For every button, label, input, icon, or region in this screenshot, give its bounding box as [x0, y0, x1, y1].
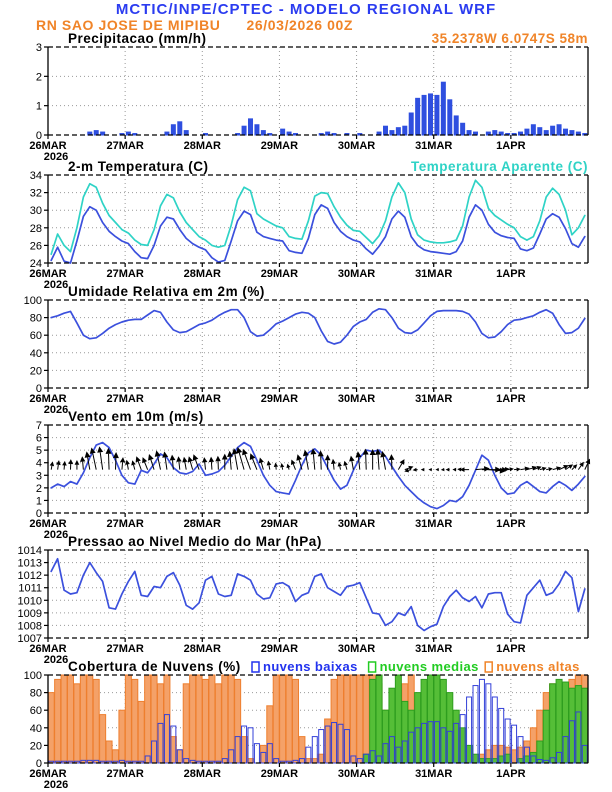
- y-tick-label: 34: [29, 170, 42, 182]
- wind-arrow-head: [188, 456, 193, 462]
- precipitacao-bar: [570, 131, 574, 135]
- wind-arrow-shaft: [185, 462, 186, 470]
- x-tick-label: 29MAR: [260, 268, 299, 280]
- x-tick-label: 30MAR: [337, 768, 376, 780]
- wind-arrow-shaft: [313, 454, 314, 469]
- nuvens-altas-bar: [286, 675, 292, 763]
- wind-arrow-head: [484, 466, 490, 472]
- x-tick-label: 27MAR: [106, 768, 144, 780]
- wind-arrow-shaft: [261, 463, 263, 470]
- nuvens-altas-bar: [280, 675, 286, 763]
- precipitacao-bar: [255, 125, 259, 135]
- nuvens-baixas-bar: [254, 744, 259, 763]
- precipitacao-bar: [261, 131, 265, 135]
- x-tick-label: 30MAR: [337, 268, 376, 280]
- panel-title-precipitacao: Precipitacao (mm/h): [68, 31, 207, 46]
- y-tick-label: 7: [35, 420, 42, 432]
- y-tick-label: 1014: [17, 545, 42, 557]
- series-temperatura-2m: [51, 205, 585, 263]
- wind-arrow-shaft: [578, 466, 581, 470]
- wind-arrow-head: [435, 468, 438, 471]
- panel-title-umidade: Umidade Relativa em 2m (%): [68, 284, 265, 299]
- nuvens-altas-bar: [80, 675, 86, 763]
- nuvens-altas-bar: [87, 675, 93, 763]
- y-tick-label: 3: [35, 42, 42, 54]
- x-tick-label: 1APR: [496, 140, 526, 152]
- wind-arrow-head: [338, 462, 342, 467]
- wind-arrow-shaft: [145, 462, 148, 469]
- series-pressao-nivel-mar: [51, 559, 585, 631]
- series-vento-vetores: [50, 446, 590, 473]
- nuvens-altas-bar: [61, 675, 67, 763]
- precipitacao-bar: [422, 95, 426, 135]
- wind-arrow-head: [441, 468, 445, 471]
- wind-arrow-head: [355, 451, 361, 457]
- legend-swatch: [369, 662, 376, 672]
- panel-umidade: [24, 284, 588, 416]
- y-tick-label: 26: [29, 240, 42, 253]
- nuvens-altas-bar: [55, 679, 61, 763]
- x-tick-label: 30MAR: [337, 140, 376, 152]
- x-tick-label: 26MAR: [29, 643, 67, 655]
- nuvens-altas-bar: [132, 679, 138, 763]
- precipitacao-bar: [396, 128, 400, 135]
- wind-arrow-head: [125, 460, 130, 465]
- wind-arrow-head: [209, 457, 214, 463]
- precipitacao-bar: [538, 128, 542, 135]
- precipitacao-bar: [429, 94, 433, 135]
- y-tick-label: 4: [35, 457, 42, 470]
- y-tick-label: 0: [35, 383, 42, 395]
- nuvens-altas-bar: [203, 679, 209, 763]
- precipitacao-bar: [454, 116, 458, 135]
- wind-arrow-head: [428, 468, 431, 471]
- wind-arrow-head: [176, 456, 181, 462]
- x-tick-label: 29MAR: [260, 140, 299, 152]
- nuvens-altas-bar: [145, 675, 151, 763]
- wind-arrow-head: [97, 446, 103, 452]
- nuvens-altas-bar: [215, 684, 221, 763]
- y-tick-label: 1: [35, 100, 42, 113]
- nuvens-altas-bar: [68, 675, 74, 763]
- wind-arrow-shaft: [58, 465, 59, 470]
- wind-arrow-head: [286, 464, 290, 469]
- wind-arrow-shaft: [100, 452, 102, 469]
- y-tick-label: 3: [35, 470, 42, 483]
- x-tick-label: 29MAR: [260, 768, 299, 780]
- y-tick-label: 1010: [17, 595, 42, 608]
- precipitacao-bar: [390, 131, 394, 135]
- y-tick-label: 1013: [17, 557, 42, 570]
- y-tick-label: 60: [29, 705, 42, 718]
- wind-arrow-shaft: [230, 457, 231, 470]
- nuvens-altas-bar: [48, 693, 54, 763]
- y-tick-label: 1009: [17, 607, 42, 620]
- nuvens-medias-bar: [556, 679, 562, 763]
- x-tick-label: 26MAR: [29, 768, 67, 780]
- precipitacao-bar: [416, 98, 420, 135]
- wind-arrow-shaft: [408, 470, 411, 471]
- wind-arrow-shaft: [366, 455, 367, 470]
- wind-arrow-shaft: [93, 453, 96, 469]
- model-run-time: 26/03/2026 00Z: [246, 17, 354, 33]
- panel-precipitacao: [29, 31, 588, 163]
- panel-right-title: Temperatura Aparente (C): [410, 159, 588, 174]
- x-tick-label: 26MAR: [29, 518, 67, 530]
- precipitacao-bar: [178, 122, 182, 135]
- precipitacao-bar: [461, 123, 465, 135]
- precipitacao-bar: [551, 126, 555, 135]
- x-tick-label: 1APR: [496, 643, 526, 655]
- y-tick-label: 0: [35, 130, 42, 142]
- panel-vento: [29, 409, 590, 541]
- series-umidade-relativa: [51, 309, 585, 344]
- wind-arrow-head: [280, 463, 284, 468]
- nuvens-altas-bar: [209, 675, 215, 763]
- x-tick-label: 31MAR: [415, 393, 453, 405]
- wind-arrow-head: [80, 456, 85, 462]
- y-tick-label: 28: [29, 222, 42, 235]
- wind-arrow-shaft: [293, 464, 295, 470]
- wind-arrow-head: [370, 449, 376, 455]
- y-tick-label: 20: [29, 740, 42, 753]
- x-tick-label: 28MAR: [183, 768, 221, 780]
- precipitacao-bar: [249, 119, 253, 135]
- wind-arrow-shaft: [346, 465, 347, 469]
- y-tick-label: 30: [29, 205, 42, 218]
- wind-arrow-head: [131, 460, 136, 465]
- x-tick-label: 26MAR: [29, 393, 67, 405]
- series-precipitacao: [88, 82, 587, 135]
- x-tick-label: 1APR: [496, 518, 526, 530]
- nuvens-altas-bar: [125, 675, 131, 763]
- wind-arrow-shaft: [211, 462, 212, 470]
- y-tick-label: 80: [29, 312, 42, 325]
- wind-arrow-head: [343, 461, 347, 466]
- wind-arrow-shaft: [383, 457, 385, 470]
- y-tick-label: 2: [35, 71, 42, 84]
- y-tick-label: 60: [29, 330, 42, 343]
- wind-arrow-head: [510, 467, 514, 471]
- legend-label: nuvens baixas: [263, 659, 358, 674]
- wind-arrow-shaft: [134, 465, 135, 470]
- x-tick-label: 27MAR: [106, 268, 144, 280]
- wind-arrow-shaft: [239, 453, 244, 470]
- nuvens-medias-bar: [550, 684, 556, 763]
- wind-arrow-shaft: [378, 455, 379, 470]
- x-tick-label: 30MAR: [337, 643, 376, 655]
- wind-arrow-shaft: [585, 463, 588, 469]
- panel-nuvens: [24, 659, 588, 791]
- y-tick-label: 1007: [17, 633, 42, 645]
- wind-arrow-head: [389, 454, 395, 460]
- wind-arrow-shaft: [179, 462, 180, 470]
- x-tick-label: 30MAR: [337, 393, 376, 405]
- y-tick-label: 100: [23, 670, 42, 682]
- wind-arrow-head: [331, 459, 336, 464]
- x-year-label: 2026: [43, 151, 69, 163]
- wind-arrow-head: [452, 468, 456, 472]
- y-tick-label: 1012: [17, 570, 42, 583]
- x-tick-label: 31MAR: [415, 518, 453, 530]
- wind-arrow-head: [85, 451, 91, 457]
- x-tick-label: 27MAR: [106, 643, 144, 655]
- nuvens-altas-bar: [183, 684, 189, 763]
- wind-arrow-shaft: [235, 454, 238, 470]
- x-tick-label: 31MAR: [415, 140, 453, 152]
- wind-arrow-head: [50, 461, 54, 466]
- y-tick-label: 0: [35, 508, 42, 520]
- x-tick-label: 28MAR: [183, 393, 221, 405]
- x-tick-label: 31MAR: [415, 643, 453, 655]
- precipitacao-bar: [525, 129, 529, 135]
- station-coordinates: 35.2378W 6.0747S 58m: [431, 31, 588, 46]
- x-tick-label: 31MAR: [415, 768, 453, 780]
- y-tick-label: 6: [35, 432, 42, 445]
- precipitacao-bar: [531, 125, 535, 135]
- x-year-label: 2026: [43, 529, 69, 541]
- precipitacao-bar: [435, 95, 439, 135]
- wind-arrow-head: [75, 460, 80, 465]
- y-tick-label: 100: [23, 295, 42, 307]
- x-tick-label: 28MAR: [183, 268, 221, 280]
- wind-arrow-shaft: [83, 462, 84, 470]
- y-tick-label: 1011: [18, 582, 42, 595]
- precipitacao-bar: [441, 82, 445, 135]
- nuvens-medias-bar: [543, 710, 549, 763]
- x-tick-label: 1APR: [496, 268, 526, 280]
- nuvens-altas-bar: [106, 741, 112, 763]
- y-tick-label: 20: [29, 365, 42, 378]
- temperatura-2m-line: [51, 205, 585, 263]
- wind-arrow-head: [421, 468, 425, 472]
- x-year-label: 2026: [43, 404, 69, 416]
- wind-arrow-shaft: [165, 457, 167, 469]
- nuvens-altas-bar: [350, 675, 356, 763]
- station-name: RN SAO JOSE DE MIPIBU: [36, 17, 221, 33]
- wind-arrow-head: [62, 461, 67, 466]
- y-tick-label: 1008: [17, 620, 42, 633]
- nuvens-altas-bar: [93, 679, 99, 763]
- wind-arrow-shaft: [205, 462, 206, 469]
- panel-title-vento: Vento em 10m (m/s): [68, 409, 204, 424]
- x-tick-label: 26MAR: [29, 140, 67, 152]
- x-tick-label: 1APR: [496, 768, 526, 780]
- x-tick-label: 26MAR: [29, 268, 67, 280]
- wind-arrow-head: [215, 456, 220, 462]
- pressao-nivel-mar-line: [51, 559, 585, 631]
- legend-label: nuvens medias: [379, 659, 479, 674]
- wind-arrow-shaft: [245, 454, 251, 469]
- precipitacao-bar: [403, 126, 407, 135]
- x-tick-label: 30MAR: [337, 518, 376, 530]
- nuvens-altas-bar: [74, 684, 80, 763]
- wind-arrow-head: [548, 467, 553, 471]
- x-year-label: 2026: [43, 279, 69, 291]
- wind-arrow-shaft: [109, 454, 110, 470]
- wind-arrow-head: [516, 467, 520, 471]
- temperatura-aparente-line: [51, 180, 585, 254]
- x-tick-label: 27MAR: [106, 518, 144, 530]
- wind-arrow-shaft: [553, 469, 557, 470]
- wind-arrow-head: [413, 468, 417, 472]
- nuvens-altas-bar: [273, 675, 279, 763]
- nuvens-altas-bar: [190, 675, 196, 763]
- precipitacao-bar: [184, 131, 188, 135]
- series-temperatura-aparente: [51, 180, 585, 254]
- y-tick-label: 80: [29, 687, 42, 700]
- nuvens-baixas-bar: [473, 686, 478, 763]
- wind-arrow-shaft: [521, 469, 526, 470]
- precipitacao-bar: [171, 125, 175, 135]
- wind-arrow-head: [222, 454, 228, 460]
- precipitacao-bar: [564, 129, 568, 135]
- wind-arrow-shaft: [398, 464, 401, 470]
- nuvens-altas-bar: [293, 679, 299, 763]
- y-tick-label: 5: [35, 445, 42, 458]
- wind-arrow-shaft: [306, 456, 308, 470]
- precipitacao-bar: [242, 126, 246, 135]
- x-tick-label: 28MAR: [183, 643, 221, 655]
- nuvens-altas-bar: [138, 701, 144, 763]
- precipitacao-bar: [467, 131, 471, 135]
- wind-arrow-head: [349, 456, 354, 462]
- wind-arrow-head: [325, 455, 331, 461]
- wind-arrow-shaft: [127, 464, 128, 469]
- nuvens-altas-bar: [100, 715, 106, 763]
- wind-arrow-head: [170, 455, 176, 461]
- wind-arrow-shaft: [288, 468, 289, 470]
- x-tick-label: 28MAR: [183, 140, 221, 152]
- wind-arrow-head: [274, 463, 278, 467]
- x-tick-label: 1APR: [496, 393, 526, 405]
- nuvens-altas-bar: [357, 675, 363, 763]
- precipitacao-bar: [557, 125, 561, 135]
- x-tick-label: 31MAR: [415, 268, 453, 280]
- y-tick-label: 40: [29, 722, 42, 735]
- wind-arrow-head: [120, 457, 125, 462]
- y-tick-label: 0: [35, 758, 42, 770]
- wind-arrow-shaft: [269, 465, 270, 470]
- wind-arrow-head: [202, 457, 207, 463]
- wind-arrow-shaft: [540, 469, 543, 470]
- panel-pressao: [18, 534, 588, 666]
- wind-arrow-head: [267, 461, 272, 466]
- wind-arrow-head: [68, 459, 73, 464]
- wind-arrow-head: [542, 467, 547, 471]
- wind-arrow-shaft: [122, 462, 123, 469]
- panel-temperatura: [29, 159, 588, 291]
- x-tick-label: 28MAR: [183, 518, 221, 530]
- y-tick-label: 2: [35, 482, 42, 495]
- panel-title-temperatura: 2-m Temperatura (C): [68, 159, 209, 174]
- precipitacao-bar: [94, 131, 98, 135]
- wind-arrow-head: [446, 468, 450, 472]
- x-tick-label: 29MAR: [260, 643, 299, 655]
- nuvens-baixas-bar: [479, 679, 484, 763]
- wind-arrow-head: [579, 462, 584, 467]
- wind-arrow-shaft: [572, 467, 574, 469]
- wind-arrow-shaft: [333, 464, 334, 470]
- legend-swatch: [252, 662, 259, 672]
- legend-label: nuvens altas: [496, 659, 580, 674]
- wind-arrow-head: [296, 454, 302, 460]
- x-year-label: 2026: [43, 654, 69, 666]
- wind-arrow-shaft: [51, 466, 52, 470]
- legend-swatch: [485, 662, 492, 672]
- nuvens-altas-bar: [222, 675, 228, 763]
- nuvens-altas-bar: [196, 675, 202, 763]
- panel-title-nuvens: Cobertura de Nuvens (%): [68, 659, 241, 674]
- y-tick-label: 40: [29, 347, 42, 360]
- precipitacao-bar: [493, 131, 497, 135]
- wind-arrow-head: [182, 457, 187, 463]
- y-tick-label: 1: [35, 495, 42, 508]
- nuvens-altas-bar: [363, 675, 369, 763]
- panel-title-pressao: Pressao ao Nivel Medio do Mar (hPa): [68, 534, 322, 549]
- precipitacao-bar: [384, 126, 388, 135]
- umidade-relativa-line: [51, 309, 585, 344]
- precipitacao-bar: [281, 129, 285, 135]
- wind-arrow-head: [568, 464, 573, 469]
- page-title: MCTIC/INPE/CPTEC - MODELO REGIONAL WRF: [115, 1, 497, 18]
- wind-arrow-head: [148, 454, 154, 461]
- x-tick-label: 27MAR: [106, 140, 144, 152]
- y-tick-label: 24: [29, 258, 42, 270]
- precipitacao-bar: [448, 100, 452, 135]
- nuvens-medias-bar: [376, 675, 382, 763]
- wind-arrow-shaft: [173, 460, 174, 469]
- nuvens-altas-bar: [119, 710, 125, 763]
- x-tick-label: 27MAR: [106, 393, 144, 405]
- x-tick-label: 29MAR: [260, 393, 299, 405]
- x-year-label: 2026: [43, 779, 69, 791]
- precipitacao-bar: [544, 131, 548, 135]
- wind-arrow-shaft: [340, 466, 341, 469]
- series-nuvens-medias: [363, 675, 588, 763]
- x-tick-label: 29MAR: [260, 518, 299, 530]
- precipitacao-bar: [409, 113, 413, 135]
- wind-arrow-head: [259, 458, 264, 464]
- y-tick-label: 32: [29, 187, 42, 200]
